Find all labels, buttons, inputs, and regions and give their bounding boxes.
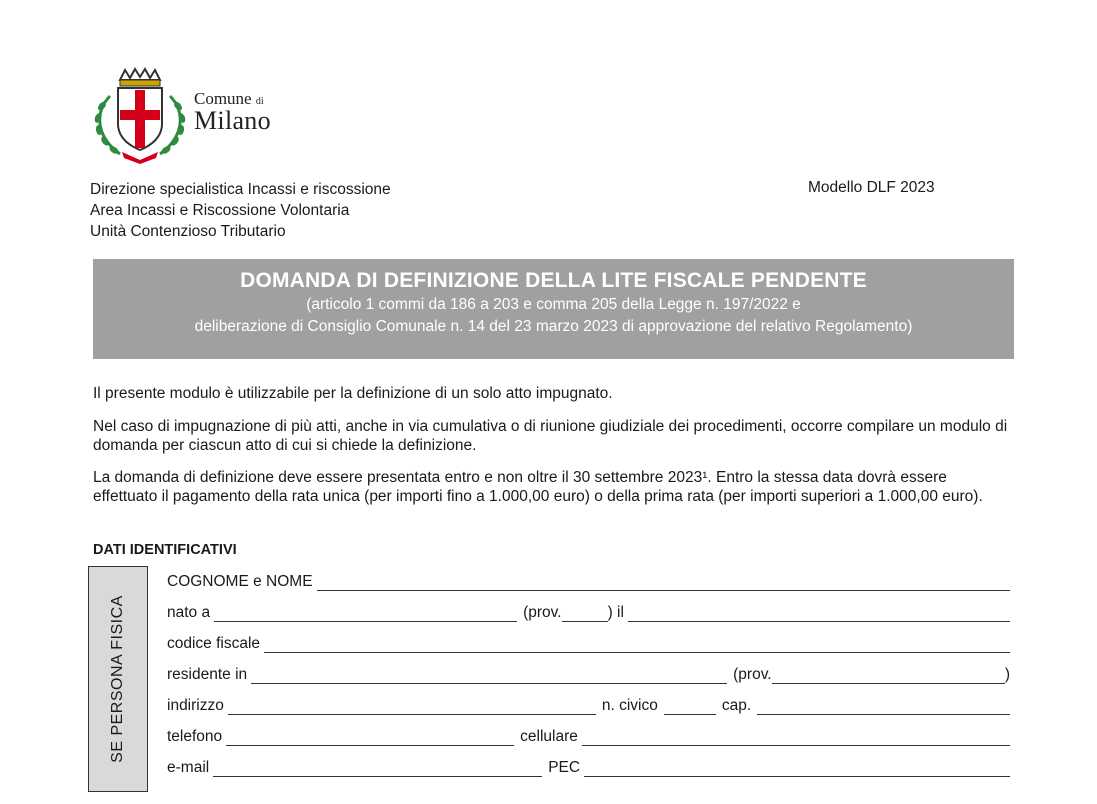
row-codice-fiscale bbox=[167, 633, 1010, 653]
row-email bbox=[167, 757, 1010, 777]
prov-nascita-field[interactable] bbox=[562, 607, 608, 622]
codice-fiscale-label: codice fiscale bbox=[167, 635, 261, 652]
data-nascita-field[interactable] bbox=[628, 607, 1010, 622]
office-line-2: Area Incassi e Riscossione Volontaria bbox=[90, 202, 350, 219]
residente-in-field[interactable] bbox=[251, 669, 727, 684]
cellulare-label: cellulare bbox=[520, 728, 578, 745]
form-title: DOMANDA DI DEFINIZIONE DELLA LITE FISCALE PENDENTE bbox=[240, 269, 867, 292]
title-banner bbox=[93, 259, 1014, 359]
pec-label: PEC bbox=[548, 759, 581, 776]
person-type-box bbox=[88, 566, 148, 792]
model-code: Modello DLF 2023 bbox=[808, 179, 935, 196]
row-residenza bbox=[167, 664, 1010, 684]
cap-field[interactable] bbox=[757, 700, 1010, 715]
cognome-nome-field[interactable] bbox=[317, 576, 1010, 591]
intro-paragraph-1: Il presente modulo è utilizzabile per la definizione di un solo atto impugnato. bbox=[93, 385, 613, 402]
civico-field[interactable] bbox=[664, 700, 716, 715]
pec-field[interactable] bbox=[584, 762, 1010, 777]
row-nascita bbox=[167, 602, 1010, 622]
office-line-3: Unità Contenzioso Tributario bbox=[90, 223, 286, 240]
brand-main-text: Milano bbox=[194, 106, 271, 135]
section-title: DATI IDENTIFICATIVI bbox=[93, 542, 237, 558]
intro-paragraph-2: Nel caso di impugnazione di più atti, anche in via cumulativa o di riunione giudiziale dei procedimenti, occorre compilare un modulo di domanda per ciascun atto di cui si chiede la definizione. bbox=[93, 418, 1008, 454]
cellulare-field[interactable] bbox=[582, 731, 1010, 746]
office-line-1: Direzione specialistica Incassi e riscossione bbox=[90, 181, 391, 198]
person-type-label: SE PERSONA FISICA bbox=[109, 595, 126, 763]
nato-a-field[interactable] bbox=[214, 607, 517, 622]
prov-residenza-field[interactable] bbox=[772, 669, 1005, 684]
civico-label: n. civico bbox=[601, 697, 658, 714]
row-telefono bbox=[167, 726, 1010, 746]
cognome-nome-label: COGNOME e NOME bbox=[167, 573, 313, 590]
prov-residenza-close: ) bbox=[1004, 666, 1010, 683]
milano-coat-of-arms-icon bbox=[90, 66, 190, 164]
telefono-label: telefono bbox=[167, 728, 223, 745]
data-nascita-label: ) il bbox=[607, 604, 624, 621]
telefono-field[interactable] bbox=[226, 731, 514, 746]
intro-paragraph-3: La domanda di definizione deve essere presentata entro e non oltre il 30 settembre 2023¹. Entro la stessa data dovrà essere effettuato il pagamento della rata unica (per importi fino a 1.000,00 euro) o della prima rata (per importi superiori a 1.000,00 euro). bbox=[93, 469, 983, 505]
indirizzo-field[interactable] bbox=[228, 700, 596, 715]
email-label: e-mail bbox=[167, 759, 210, 776]
prov-nascita-label: (prov. bbox=[523, 604, 562, 621]
form-subtitle-1: (articolo 1 commi da 186 a 203 e comma 205 della Legge n. 197/2022 e bbox=[306, 296, 801, 313]
codice-fiscale-field[interactable] bbox=[264, 638, 1010, 653]
brand-di-text: di bbox=[255, 96, 264, 107]
indirizzo-label: indirizzo bbox=[167, 697, 224, 714]
office-block bbox=[90, 179, 391, 242]
row-indirizzo bbox=[167, 695, 1010, 715]
prov-residenza-label: (prov. bbox=[733, 666, 772, 683]
email-field[interactable] bbox=[213, 762, 542, 777]
row-cognome-nome bbox=[167, 571, 1010, 591]
nato-a-label: nato a bbox=[167, 604, 211, 621]
residente-in-label: residente in bbox=[167, 666, 248, 683]
brand-top-text: Comune bbox=[194, 89, 252, 108]
brand-wordmark bbox=[194, 90, 271, 134]
form-subtitle-2: deliberazione di Consiglio Comunale n. 14 del 23 marzo 2023 di approvazione del relativo Regolamento) bbox=[194, 318, 913, 335]
cap-label: cap. bbox=[721, 697, 752, 714]
